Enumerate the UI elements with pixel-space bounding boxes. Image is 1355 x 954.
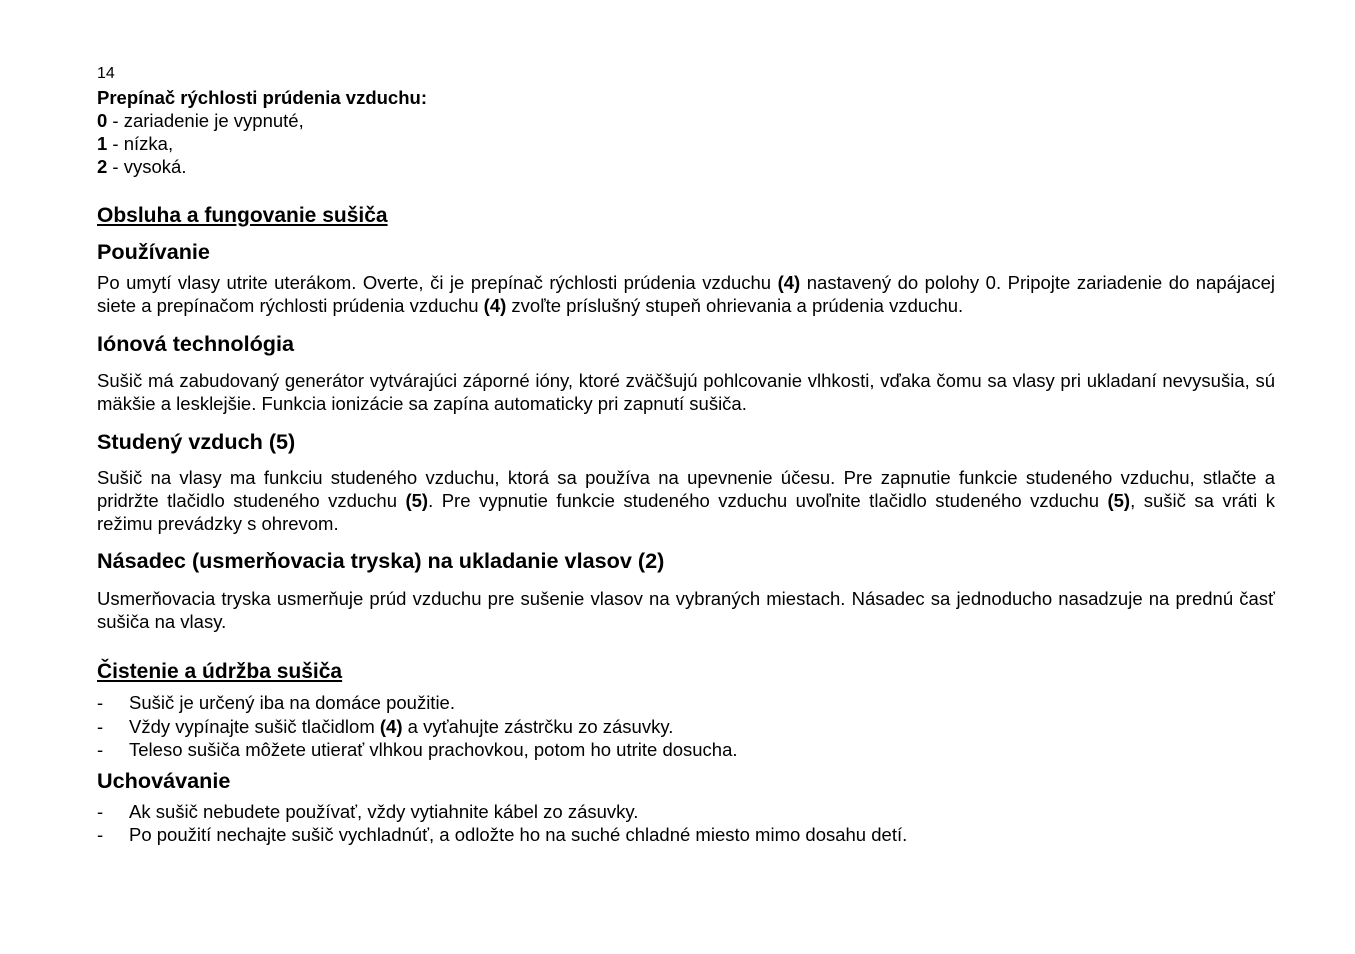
list-item xyxy=(97,800,1275,824)
storage-list xyxy=(97,800,1275,847)
cold-heading: Studený vzduch (5) xyxy=(97,429,296,454)
list-item-text: a vyťahujte zástrčku zo zásuvky. xyxy=(402,715,674,737)
list-item-text: Teleso sušiča môžete utierať vlhkou prachovkou, potom ho utrite dosucha. xyxy=(129,739,738,760)
cold-text-3: , sušič sa vráti k režimu prevádzky s ohrevom. xyxy=(97,490,1276,534)
switch-key: 1 xyxy=(97,133,108,154)
list-item xyxy=(97,715,1275,739)
dash-marker: - xyxy=(97,824,104,845)
use-text-1: Po umytí vlasy utrite uterákom. Overte, či je prepínač rýchlosti prúdenia vzduchu xyxy=(97,272,778,293)
use-heading: Používanie xyxy=(97,239,210,264)
cold-paragraph xyxy=(97,466,1275,535)
list-item-text: Vždy vypínajte sušič tlačidlom xyxy=(129,715,380,737)
dash-marker: - xyxy=(97,800,104,822)
use-text-3: zvoľte príslušný stupeň ohrievania a prúdenia vzduchu. xyxy=(506,295,964,316)
use-ref-1: (4) xyxy=(777,272,801,293)
cold-ref-1: (5) xyxy=(405,490,429,511)
nozzle-paragraph: Usmerňovacia tryska usmerňuje prúd vzduchu pre sušenie vlasov na vybraných miestach. Násadec sa jednoducho nasadzuje na prednú časť sušiča na vlasy. xyxy=(97,588,1275,632)
list-item xyxy=(97,738,1275,762)
switch-text: - vysoká. xyxy=(107,156,187,177)
cold-text-1: Sušič na vlasy ma funkciu studeného vzduchu, ktorá sa používa na upevnenie účesu. Pre zapnutie funkcie studeného vzduchu, stlačte a pridržte tlačidlo studeného vzduchu xyxy=(97,467,1275,511)
cold-ref-2: (5) xyxy=(1107,490,1131,511)
switch-item-high xyxy=(97,155,1275,178)
list-item-ref: (4) xyxy=(379,715,403,737)
cleaning-list xyxy=(97,691,1275,762)
cold-text-2: . Pre vypnutie funkcie studeného vzduchu uvoľnite tlačidlo studeného vzduchu xyxy=(428,490,1108,511)
use-ref-2: (4) xyxy=(483,295,507,316)
switch-item-low xyxy=(97,132,1275,155)
switch-heading: Prepínač rýchlosti prúdenia vzduchu: xyxy=(97,87,427,108)
page-number: 14 xyxy=(97,65,115,82)
use-text-2: nastavený do polohy 0. Pripojte zariadenie do napájacej siete a prepínačom rýchlosti prúdenia vzduchu xyxy=(97,272,1275,316)
list-item xyxy=(97,691,1275,715)
switch-text: - nízka, xyxy=(107,133,174,154)
switch-key: 0 xyxy=(97,110,108,131)
switch-key: 2 xyxy=(97,156,108,177)
nozzle-heading: Násadec (usmerňovacia tryska) na ukladanie vlasov (2) xyxy=(97,548,665,573)
list-item xyxy=(97,823,1275,847)
switch-text: - zariadenie je vypnuté, xyxy=(107,110,304,131)
storage-heading: Uchovávanie xyxy=(97,767,231,793)
ion-paragraph: Sušič má zabudovaný generátor vytvárajúci záporné ióny, ktoré zväčšujú pohlcovanie vlhkosti, vďaka čomu sa vlasy pri ukladaní nevysušia, sú mäkšie a lesklejšie. Funkcia ionizácie sa zapína automaticky pri zapnutí sušiča. xyxy=(97,370,1275,414)
list-item-text: Po použití nechajte sušič vychladnúť, a odložte ho na suché chladné miesto mimo dosahu detí. xyxy=(129,824,908,845)
list-item-text: Sušič je určený iba na domáce použitie. xyxy=(129,692,455,713)
document-page xyxy=(97,64,1275,847)
dash-marker: - xyxy=(97,739,104,760)
operation-heading: Obsluha a fungovanie sušiča xyxy=(97,204,388,227)
dash-marker: - xyxy=(97,692,104,713)
list-item-text: Ak sušič nebudete používať, vždy vytiahnite kábel zo zásuvky. xyxy=(129,800,639,822)
use-paragraph xyxy=(97,271,1275,317)
dash-marker: - xyxy=(97,715,104,737)
ion-heading: Iónová technológia xyxy=(97,331,295,356)
cleaning-heading: Čistenie a údržba sušiča xyxy=(97,660,343,683)
switch-item-off xyxy=(97,109,1275,132)
